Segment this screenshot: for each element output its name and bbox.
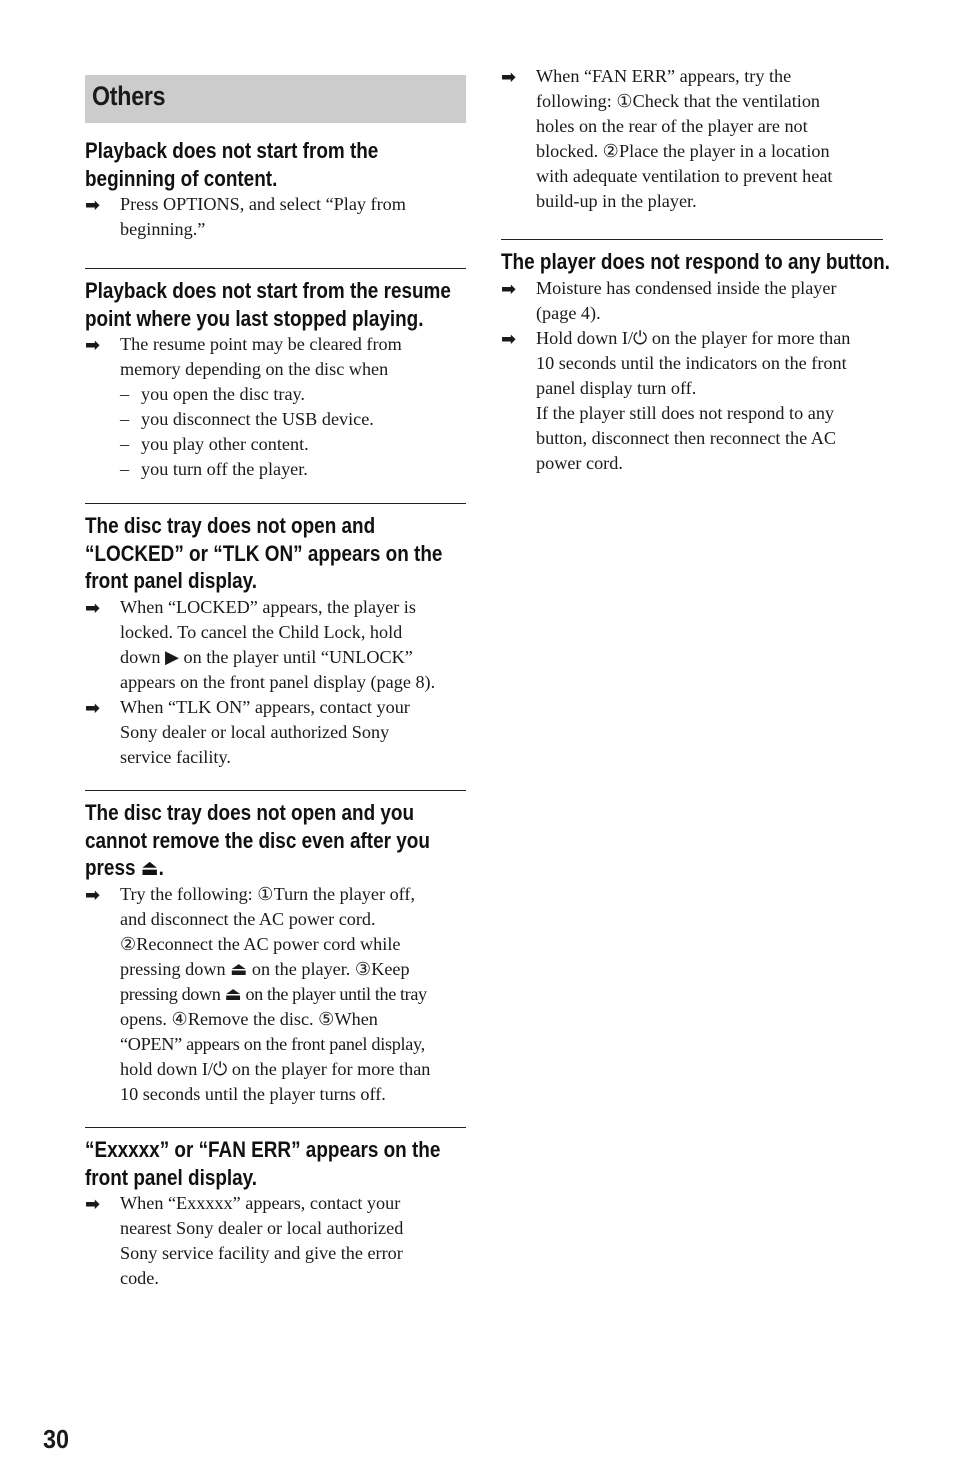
solution-line: 10 seconds until the player turns off.: [120, 1083, 386, 1104]
sub-list-item: [85, 382, 466, 407]
solution-line: build-up in the player.: [536, 191, 697, 211]
topic-no-button-response: [501, 239, 890, 476]
solution-line: When “LOCKED” appears, the player is: [120, 596, 416, 617]
sub-list-item: [85, 457, 466, 482]
topic-heading: [85, 277, 465, 332]
sub-list-item: [85, 407, 466, 432]
solution-line: Hold down I/⏻ on the player for more than: [536, 327, 851, 348]
dash-bullet: –: [120, 459, 130, 479]
section-header-band: [85, 75, 466, 123]
solution-line: code.: [120, 1268, 159, 1288]
topic-heading: [85, 137, 465, 192]
divider: [501, 239, 883, 240]
solution-line: Try the following: ①Turn the player off,: [120, 883, 416, 904]
solution-line: opens. ④Remove the disc. ⑤When: [120, 1008, 378, 1029]
solution-line: The resume point may be cleared from: [120, 334, 402, 354]
solution-line: panel display turn off.: [536, 377, 697, 398]
heading-line: press ⏏.: [85, 855, 164, 880]
arrow-right-icon: ➡: [85, 597, 101, 619]
heading-line: front panel display.: [85, 568, 258, 593]
arrow-right-icon: ➡: [85, 195, 101, 216]
heading-line: “LOCKED” or “TLK ON” appears on the: [85, 540, 443, 566]
solution-line: Sony service facility and give the error: [120, 1243, 403, 1263]
heading-line: point where you last stopped playing.: [85, 305, 424, 331]
heading-line: “Exxxxx” or “FAN ERR” appears on the: [85, 1137, 441, 1162]
topic-heading: [85, 799, 465, 882]
arrow-right-icon: ➡: [85, 335, 101, 356]
solution-line: service facility.: [120, 746, 231, 767]
sub-list-item: [85, 432, 466, 457]
solution-item: [85, 332, 466, 382]
arrow-right-icon: ➡: [501, 278, 517, 300]
topic-fan-err-continued: [501, 64, 883, 214]
solution-line: (page 4).: [536, 302, 601, 323]
topic-exxxxx-fan-err: [85, 1127, 466, 1291]
solution-line: If the player still does not respond to any: [536, 402, 835, 423]
topic-tray-locked: [85, 503, 466, 770]
dash-bullet: –: [120, 409, 130, 429]
solution-line: hold down I/⏻ on the player for more than: [120, 1058, 431, 1079]
solution-line: Sony dealer or local authorized Sony: [120, 721, 390, 742]
divider: [85, 503, 466, 504]
arrow-right-icon: ➡: [85, 1194, 101, 1215]
solution-line: When “FAN ERR” appears, try the: [536, 66, 792, 86]
solution-line: beginning.”: [120, 219, 206, 239]
dash-bullet: –: [120, 434, 130, 454]
arrow-right-icon: ➡: [501, 67, 517, 88]
sub-list-text: you play other content.: [141, 434, 309, 454]
solution-line: power cord.: [536, 452, 623, 473]
solution-line: holes on the rear of the player are not: [536, 116, 808, 136]
solution-line: “OPEN” appears on the front panel display,: [120, 1033, 425, 1054]
solution-line: 10 seconds until the indicators on the front: [536, 352, 847, 373]
sub-list-text: you disconnect the USB device.: [141, 409, 374, 429]
solution-line: nearest Sony dealer or local authorized: [120, 1218, 404, 1238]
solution-line: with adequate ventilation to prevent heat: [536, 166, 833, 186]
solution-line: memory depending on the disc when: [120, 359, 389, 379]
topic-heading: [501, 248, 890, 276]
heading-line: Playback does not start from the resume: [85, 278, 451, 303]
heading-line: cannot remove the disc even after you: [85, 827, 430, 853]
solution-item: [501, 64, 883, 214]
solution-line: following: ①Check that the ventilation: [536, 91, 821, 111]
solution-item: [85, 882, 466, 1107]
solution-line: appears on the front panel display (page 8).: [120, 671, 436, 692]
solution-line: locked. To cancel the Child Lock, hold: [120, 621, 403, 642]
heading-line: The disc tray does not open and: [85, 513, 376, 538]
topic-heading: [85, 1136, 465, 1191]
solution-item: [85, 1191, 466, 1291]
solution-line: Press OPTIONS, and select “Play from: [120, 194, 406, 214]
solution-line: Moisture has condensed inside the player: [536, 277, 837, 298]
solution-line: and disconnect the AC power cord.: [120, 908, 376, 929]
divider: [85, 268, 466, 269]
solution-line: ②Reconnect the AC power cord while: [120, 933, 401, 954]
topic-playback-resume: [85, 268, 466, 482]
solution-line: When “TLK ON” appears, contact your: [120, 696, 410, 717]
divider: [85, 1127, 466, 1128]
heading-line: beginning of content.: [85, 165, 278, 191]
heading-line: Playback does not start from the: [85, 138, 379, 163]
solution-line: pressing down ⏏ on the player. ③Keep: [120, 958, 410, 979]
sub-list-text: you turn off the player.: [141, 459, 308, 479]
solution-item: [501, 276, 883, 326]
solution-item: [501, 326, 883, 476]
solution-line: When “Exxxxx” appears, contact your: [120, 1193, 401, 1213]
solution-item: [85, 595, 466, 695]
topic-tray-eject: [85, 790, 466, 1107]
solution-line: button, disconnect then reconnect the AC: [536, 427, 837, 448]
solution-item: [85, 695, 466, 770]
sub-list-text: you open the disc tray.: [141, 384, 305, 404]
solution-line: pressing down ⏏ on the player until the tray: [120, 983, 427, 1004]
heading-line: front panel display.: [85, 1164, 258, 1190]
section-title: Others: [92, 81, 166, 111]
solution-line: blocked. ②Place the player in a location: [536, 141, 830, 161]
dash-bullet: –: [120, 384, 130, 404]
arrow-right-icon: ➡: [85, 884, 101, 906]
solution-line: down ▶ on the player until “UNLOCK”: [120, 646, 413, 667]
topic-playback-beginning: [85, 137, 466, 242]
divider: [85, 790, 466, 791]
page-number: 30: [43, 1424, 70, 1454]
solution-item: [85, 192, 466, 242]
topic-heading: [85, 512, 465, 595]
heading-line: The disc tray does not open and you: [85, 800, 415, 825]
arrow-right-icon: ➡: [501, 328, 517, 350]
arrow-right-icon: ➡: [85, 697, 101, 719]
heading-line: The player does not respond to any button.: [501, 249, 890, 274]
